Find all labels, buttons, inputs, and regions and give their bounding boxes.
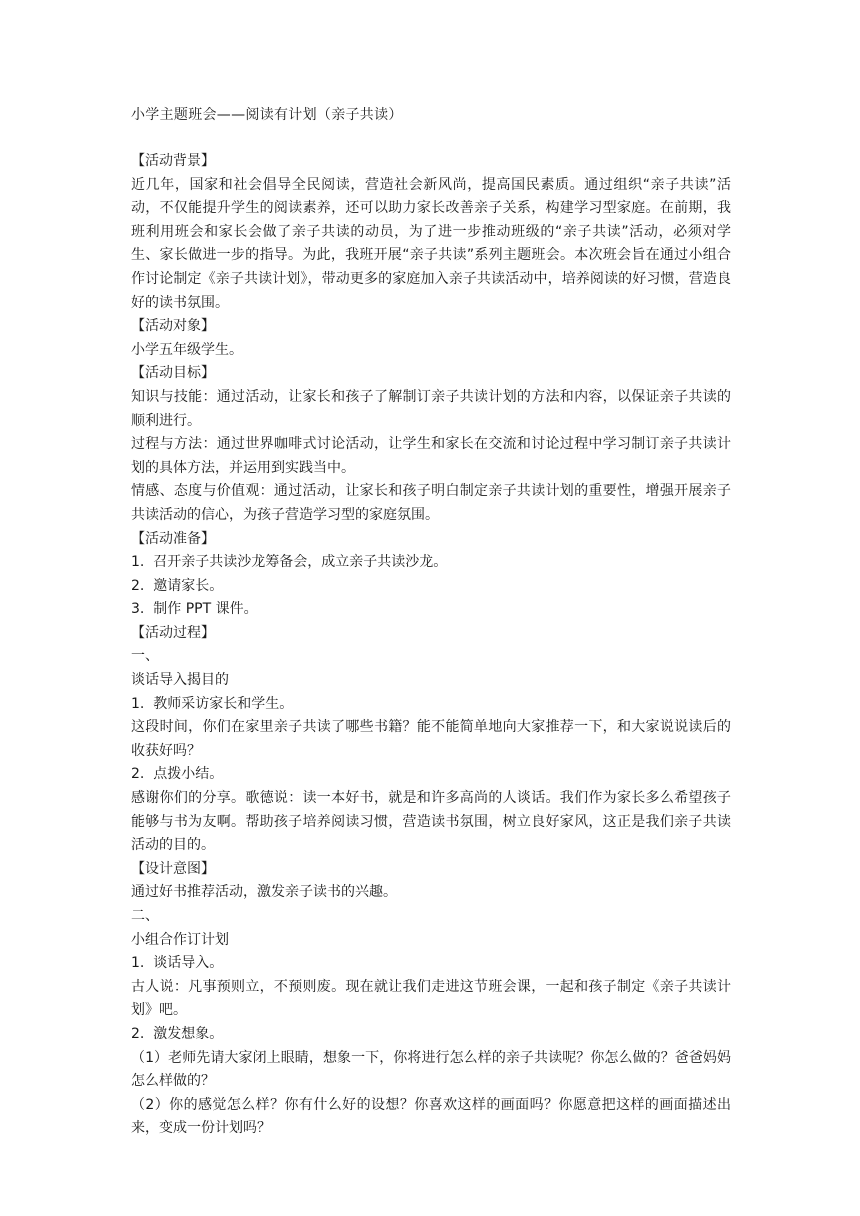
step-1-summary: 感谢你们的分享。歌德说：读一本好书，就是和许多高尚的人谈话。我们作为家长多么希望孩子能够与书为友啊。帮助孩子培养阅读习惯，营造读书氛围，树立良好家风，这正是我们亲子共读活动的目的。 [131, 790, 731, 854]
section-heading-target: 【活动对象】 [131, 318, 215, 335]
step-number-2: 二、 [131, 908, 159, 924]
step-2-question-1: （1）老师先请大家闭上眼睛，想象一下，你将进行怎么样的亲子共读呢？你怎么做的？爸爸妈妈怎么样做的？ [131, 1049, 731, 1090]
design-intent-text: 通过好书推荐活动，激发亲子读书的兴趣。 [131, 884, 397, 901]
step-2-intro: 古人说：凡事预则立，不预则废。现在就让我们走进这节班会课，一起和孩子制定《亲子共读计划》吧。 [131, 978, 731, 1019]
step-1-item-2: 2. 点拨小结。 [131, 766, 224, 783]
goal-process: 过程与方法：通过世界咖啡式讨论活动，让学生和家长在交流和讨论过程中学习制订亲子共读计划的具体方法，并运用到实践当中。 [131, 436, 731, 476]
document-title: 小学主题班会——阅读有计划（亲子共读） [131, 107, 403, 123]
section-heading-design-intent: 【设计意图】 [131, 860, 215, 877]
step-2-item-1: 1. 谈话导入。 [131, 955, 224, 972]
step-1-item-1: 1. 教师采访家长和学生。 [131, 695, 294, 712]
background-paragraph: 近几年，国家和社会倡导全民阅读，营造社会新风尚，提高国民素质。通过组织“亲子共读”活动，不仅能提升学生的阅读素养，还可以助力家长改善亲子关系，构建学习型家庭。在前期，我班利用班会和家长会做了亲子共读的动员，为了进一步推动班级的“亲子共读”活动，必须对学生、家长做进一步的指导。为此，我班开展“亲子共读”系列主题班会。本次班会旨在通过小组合作讨论制定《亲子共读计划》，带动更多的家庭加入亲子共读活动中，培养阅读的好习惯，营造良好的读书氛围。 [131, 176, 731, 311]
step-2-question-2: （2）你的感觉怎么样？你有什么好的设想？你喜欢这样的画面吗？你愿意把这样的画面描述出来，变成一份计划吗？ [131, 1096, 731, 1137]
preparation-item-3: 3. 制作 PPT 课件。 [131, 601, 258, 618]
target-text: 小学五年级学生。 [131, 341, 243, 358]
goal-emotion: 情感、态度与价值观：通过活动，让家长和孩子明白制定亲子共读计划的重要性，增强开展亲子共读活动的信心，为孩子营造学习型的家庭氛围。 [131, 483, 731, 523]
section-heading-preparation: 【活动准备】 [131, 530, 215, 547]
preparation-item-1: 1. 召开亲子共读沙龙筹备会，成立亲子共读沙龙。 [131, 554, 448, 571]
step-number-1: 一、 [131, 648, 159, 665]
step-title-1: 谈话导入揭目的 [131, 672, 229, 689]
section-heading-goals: 【活动目标】 [131, 365, 215, 382]
blank-line [131, 127, 731, 150]
section-heading-process: 【活动过程】 [131, 624, 215, 641]
document-page [131, 104, 731, 1141]
step-2-item-2: 2. 激发想象。 [131, 1025, 224, 1042]
goal-knowledge: 知识与技能：通过活动，让家长和孩子了解制订亲子共读计划的方法和内容，以保证亲子共读的顺利进行。 [131, 388, 731, 429]
section-heading-background: 【活动背景】 [131, 153, 215, 169]
preparation-item-2: 2. 邀请家长。 [131, 577, 224, 594]
step-title-2: 小组合作订计划 [131, 931, 229, 948]
step-1-question: 这段时间，你们在家里亲子共读了哪些书籍？能不能简单地向大家推荐一下，和大家说说读后的收获好吗？ [131, 719, 731, 759]
